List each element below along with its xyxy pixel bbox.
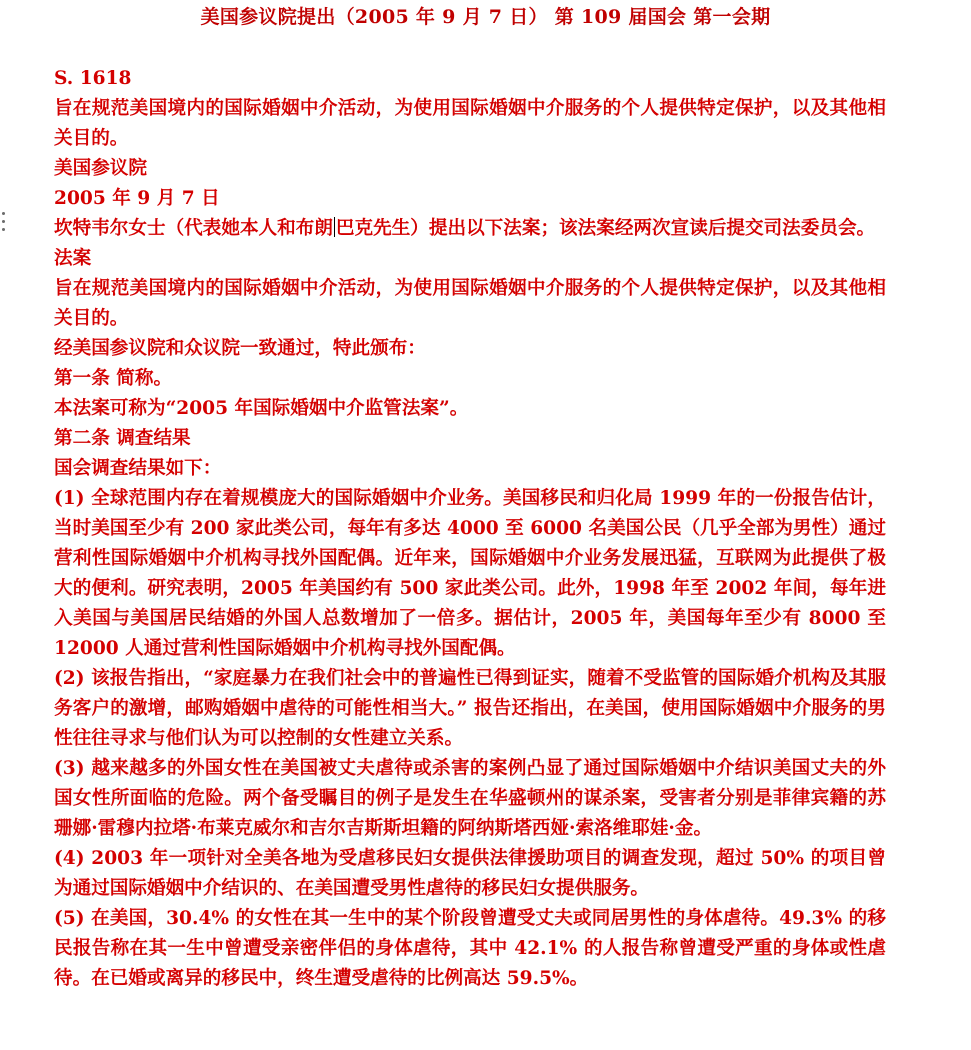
introduction-date: 2005 年 9 月 7 日: [54, 188, 220, 209]
drag-handle-icon[interactable]: [2, 212, 6, 238]
finding-3: (3) 越来越多的外国女性在美国被丈夫虐待或杀害的案例凸显了通过国际婚姻中介结识美国丈夫的外国女性所面临的危险。两个备受瞩目的例子是发生在华盛顿州的谋杀案，受害者分别是菲律宾籍的苏珊娜·雷穆内拉塔·布莱克威尔和吉尔吉斯斯坦籍的阿纳斯塔西娅·索洛维耶娃·金。: [54, 758, 886, 839]
intro-text-part2: 巴克先生）提出以下法案；该法案经两次宣读后提交司法委员会。: [335, 218, 876, 239]
act-label: 法案: [54, 248, 92, 269]
intro-text-part1: 坎特韦尔女士（代表她本人和布朗: [54, 218, 333, 239]
finding-1: (1) 全球范围内存在着规模庞大的国际婚姻中介业务。美国移民和归化局 1999 年的一份报告估计，当时美国至少有 200 家此类公司，每年有多达 4000 至 6000 名美国公民（几乎全部为男性）通过营利性国际婚姻中介机构寻找外国配偶。近年来，国际婚姻中介业务发展迅猛，互联网为此提供了极大的便利。研究表明，2005 年美国约有 500 家此类公司。此外，1998 年至 2002 年间，每年进入美国与美国居民结婚的外国人总数增加了一倍多。据估计，2005 年，美国每年至少有 8000 至 12000 人通过营利性国际婚姻中介机构寻找外国配偶。: [54, 488, 886, 659]
bill-purpose: 旨在规范美国境内的国际婚姻中介活动，为使用国际婚姻中介服务的个人提供特定保护，以及其他相关目的。: [54, 98, 886, 149]
finding-4: (4) 2003 年一项针对全美各地为受虐移民妇女提供法律援助项目的调查发现，超过 50% 的项目曾为通过国际婚姻中介结识的、在美国遭受男性虐待的移民妇女提供服务。: [54, 848, 886, 899]
section-1-title: 第一条 简称。: [54, 368, 173, 389]
finding-5: (5) 在美国，30.4% 的女性在其一生中的某个阶段曾遭受丈夫或同居男性的身体虐待。49.3% 的移民报告称在其一生中曾遭受亲密伴侣的身体虐待，其中 42.1% 的人报告称曾遭受严重的身体或性虐待。在已婚或离异的移民中，终生遭受虐待的比例高达 59.5%。: [54, 908, 886, 989]
bill-number: S. 1618: [54, 68, 132, 89]
chamber: 美国参议院: [54, 158, 147, 179]
finding-2: (2) 该报告指出，“家庭暴力在我们社会中的普遍性已得到证实，随着不受监管的国际婚介机构及其服务客户的激增，邮购婚姻中虐待的可能性相当大。” 报告还指出，在美国，使用国际婚姻中介服务的男性往往寻求与他们认为可以控制的女性建立关系。: [54, 668, 886, 749]
enacting-clause: 经美国参议院和众议院一致通过，特此颁布：: [54, 338, 426, 359]
section-2-intro: 国会调查结果如下：: [54, 458, 222, 479]
document-body: [54, 64, 886, 994]
act-purpose: 旨在规范美国境内的国际婚姻中介活动，为使用国际婚姻中介服务的个人提供特定保护，以及其他相关目的。: [54, 278, 886, 329]
section-2-title: 第二条 调查结果: [54, 428, 191, 449]
document-header: 美国参议院提出（2005 年 9 月 7 日） 第 109 届国会 第一会期: [200, 6, 771, 28]
section-1-text: 本法案可称为“2005 年国际婚姻中介监管法案”。: [54, 398, 469, 419]
introduction-statement: [54, 214, 886, 244]
text-cursor: [334, 217, 335, 237]
